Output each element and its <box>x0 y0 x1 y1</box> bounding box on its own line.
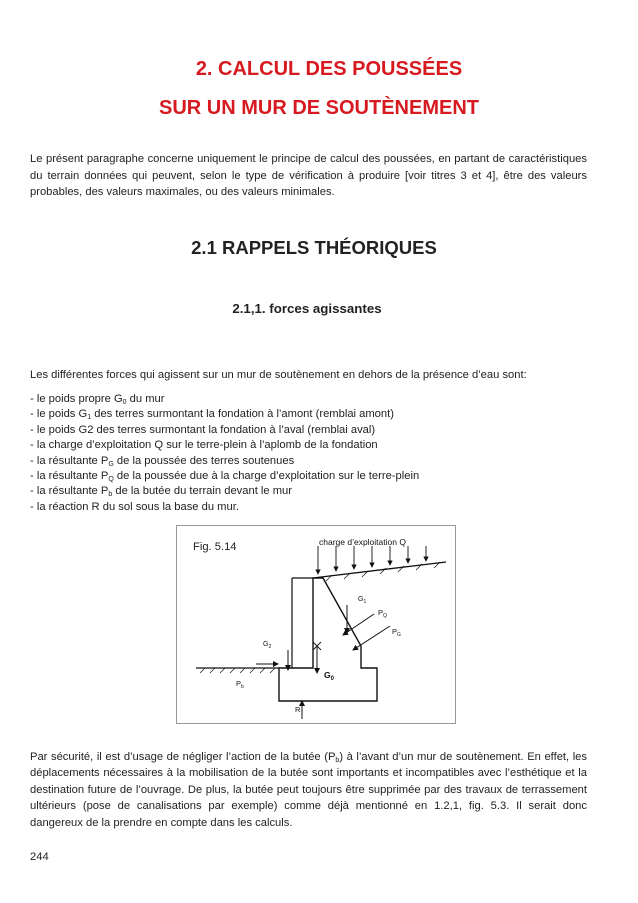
list-item <box>30 438 600 453</box>
section-title-text: 2.1 RAPPELS THÉORIQUES <box>191 237 437 258</box>
conclusion-paragraph <box>30 749 587 831</box>
list-item-text: de la poussée due à la charge d’exploitation sur le terre-plein <box>113 470 420 483</box>
list-item-text: de la poussée des terres soutenues <box>113 454 295 467</box>
list-item-subscript: 0 <box>122 399 127 406</box>
label-pg: $P_G$ <box>392 627 401 638</box>
list-item <box>30 423 600 438</box>
subsection-title <box>0 301 638 316</box>
list-item-text: des terres surmontant la fondation à l’amont (remblai amont) <box>91 408 394 421</box>
chapter-title-line-2: SUR UN MUR DE SOUTÈNEMENT <box>158 97 479 119</box>
chapter-title <box>0 56 638 121</box>
list-item-text: - la charge d’exploitation Q sur le terre-plein à l’aplomb de la fondation <box>30 439 378 452</box>
list-item <box>30 469 600 484</box>
conclusion-subscript: b <box>335 757 340 764</box>
list-item <box>30 392 600 407</box>
label-g2: $G_2$ <box>263 641 272 650</box>
label-pq: $P_Q$ <box>378 608 387 619</box>
chapter-title-line-1: 2. CALCUL DES POUSSÉES <box>195 58 463 80</box>
list-item-subscript: 1 <box>87 414 92 422</box>
intro-paragraph: Le présent paragraphe concerne uniquement le principe de calcul des poussées, en partant de caractéristiques du terrain données qui peuvent, selon le type de vérification à produire [voir titres 3 et 4], être des valeurs probables, des valeurs maximales, ou des valeurs minimales. <box>30 153 587 198</box>
conclusion-text: Par sécurité, il est d’usage de négliger l’action de la butée (P <box>30 751 336 763</box>
label-r: R <box>295 705 301 714</box>
list-item-subscript: G <box>108 460 114 468</box>
label-pb: $P_b$ <box>236 679 244 690</box>
list-item-text: - la résultante P <box>30 470 109 483</box>
list-item-text: du mur <box>126 393 165 405</box>
list-item-subscript: Q <box>108 476 114 484</box>
list-item-text: - le poids G2 des terres surmontant la fondation à l’aval (remblai aval) <box>30 423 376 436</box>
label-charge: charge d’exploitation Q <box>319 537 406 547</box>
page-number: 244 <box>30 851 49 863</box>
list-item <box>30 484 600 499</box>
downstream-ground <box>196 668 279 673</box>
section-title <box>0 237 638 259</box>
label-g1: $G_1$ <box>358 596 367 605</box>
list-item <box>30 500 600 515</box>
subsection-title-text: 2.1,1. forces agissantes <box>232 301 382 316</box>
list-item <box>30 407 600 422</box>
list-item-text: - la réaction R du sol sous la base du mur. <box>30 500 239 513</box>
list-item <box>30 454 600 469</box>
load-q-arrows <box>318 546 426 574</box>
forces-lead-paragraph: Les différentes forces qui agissent sur un mur de soutènement en dehors de la présence d’eau sont: <box>30 369 527 381</box>
pg-arrow <box>353 626 390 650</box>
retaining-wall-diagram <box>176 525 454 722</box>
list-item-text: de la butée du terrain devant le mur <box>112 485 292 498</box>
label-g0: $G_0$ <box>324 670 334 682</box>
retained-fill-surface <box>313 562 446 581</box>
excavation-outline <box>292 578 313 682</box>
list-item-subscript: b <box>108 491 113 499</box>
list-item-text: - la résultante P <box>30 454 109 467</box>
forces-list <box>30 392 600 515</box>
list-item-text: - le poids G <box>30 408 88 421</box>
figure-caption: Fig. 5.14 <box>193 541 237 553</box>
conclusion-text: ) à l’avant d’un mur de soutènement. En effet, les déplacements nécessaires à la mobilisation de la butée sont importants et incompatibles avec l’esthétique et la destination future de l’ouvrage. De plus, la butée peut toujours être supprimée par des travaux de terrassement ultérieurs (pose de canalisations par exemple) comme déjà mentionné en 1.2,1, fig. 5.3. Il serait donc dangereux de la prendre en compte dans les calculs. <box>30 751 587 829</box>
list-item-text: - la résultante P <box>30 485 109 498</box>
list-item-text: - le poids propre G <box>30 393 123 405</box>
